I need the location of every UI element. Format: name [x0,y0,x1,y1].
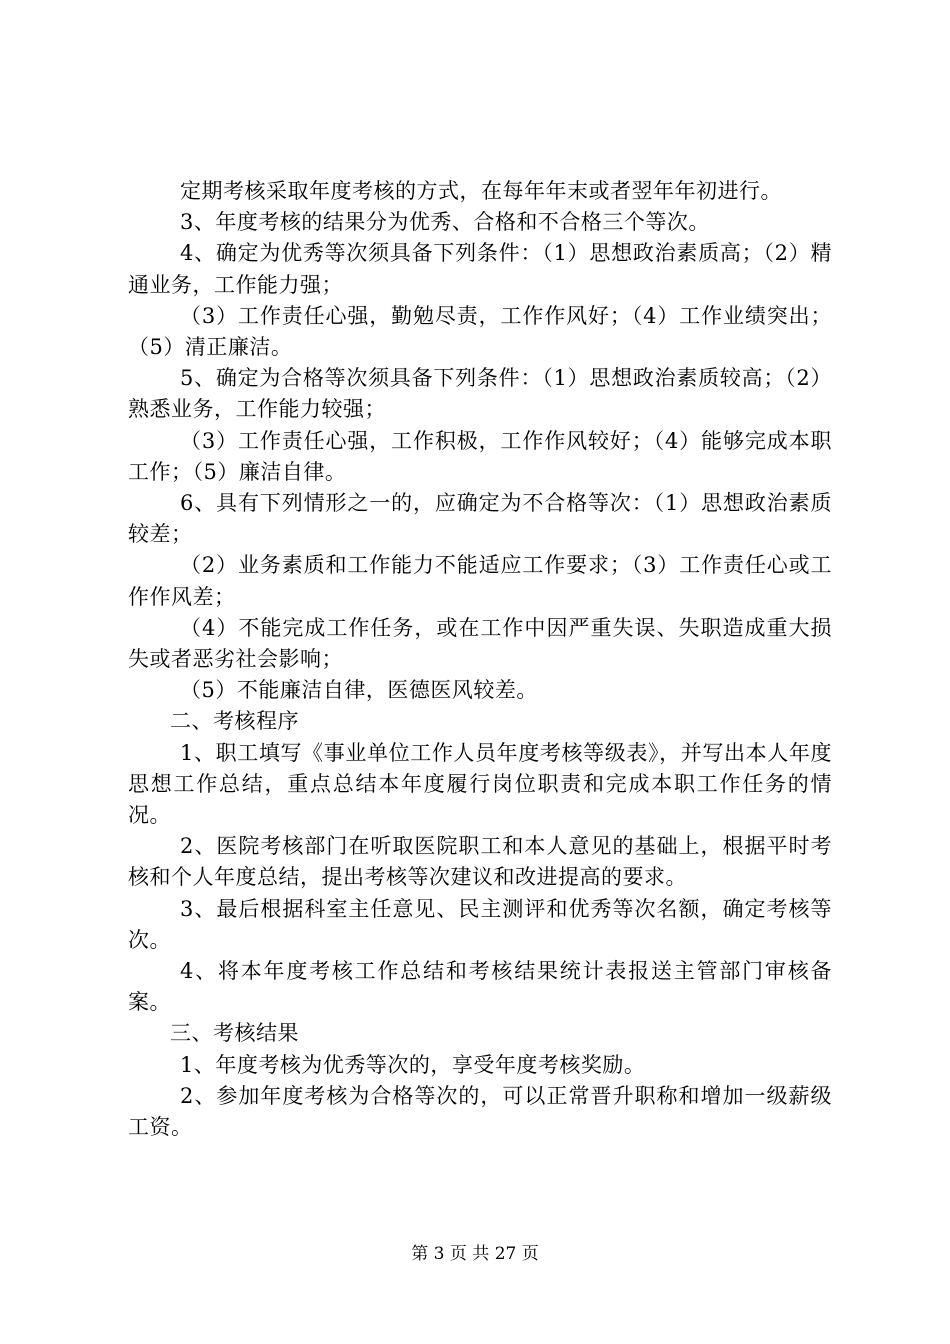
paragraph-unqualified-conditions: 6、具有下列情形之一的，应确定为不合格等次：（1）思想政治素质较差； [128,491,832,547]
paragraph-result-levels: 3、年度考核的结果分为优秀、合格和不合格三个等次。 [180,210,710,235]
document-body [128,176,832,1143]
paragraph-excellent-conditions-cont: （3）工作责任心强，勤勉尽责，工作作风好；（4）工作业绩突出；（5）清正廉洁。 [128,303,832,360]
paragraph-procedure-step-4: 4、将本年度考核工作总结和考核结果统计表报送主管部门审核备案。 [128,959,832,1015]
paragraph-qualified-conditions-cont: （3）工作责任心强，工作积极，工作作风较好；（4）能够完成本职工作；（5）廉洁自律。 [128,428,832,484]
paragraph-unqualified-conditions-cont: （2）业务素质和工作能力不能适应工作要求；（3）工作责任心或工作作风差； [128,553,832,609]
paragraph-unqualified-conditions-cont2: （4）不能完成工作任务，或在工作中因严重失误、失职造成重大损失或者恶劣社会影响； [128,615,832,672]
paragraph-result-1: 1、年度考核为优秀等次的，享受年度考核奖励。 [180,1052,646,1077]
paragraph-procedure-step-1: 1、职工填写《事业单位工作人员年度考核等级表》，并写出本人年度思想工作总结，重点总结本年度履行岗位职责和完成本职工作任务的情况。 [128,740,832,828]
paragraph-periodic-assessment: 定期考核采取年度考核的方式，在每年年末或者翌年年初进行。 [180,179,782,203]
paragraph-procedure-step-2: 2、医院考核部门在听取医院职工和本人意见的基础上，根据平时考核和个人年度总结，提出考核等次建议和改进提高的要求。 [128,834,832,890]
page-footer [0,1244,950,1264]
section-heading-results: 三、考核结果 [170,1021,299,1046]
paragraph-excellent-conditions: 4、确定为优秀等次须具备下列条件：（1）思想政治素质高；（2）精通业务，工作能力强； [128,241,832,297]
page-number-label: 第 3 页 共 27 页 [411,1244,539,1264]
section-heading-procedure: 二、考核程序 [170,709,299,734]
paragraph-qualified-conditions: 5、确定为合格等次须具备下列条件：（1）思想政治素质较高；（2）熟悉业务，工作能力较强； [128,366,832,422]
paragraph-result-2: 2、参加年度考核为合格等次的，可以正常晋升职称和增加一级薪级工资。 [128,1083,832,1140]
paragraph-unqualified-conditions-cont3: （5）不能廉洁自律，医德医风较差。 [180,678,538,703]
paragraph-procedure-step-3: 3、最后根据科室主任意见、民主测评和优秀等次名额，确定考核等次。 [128,896,832,952]
